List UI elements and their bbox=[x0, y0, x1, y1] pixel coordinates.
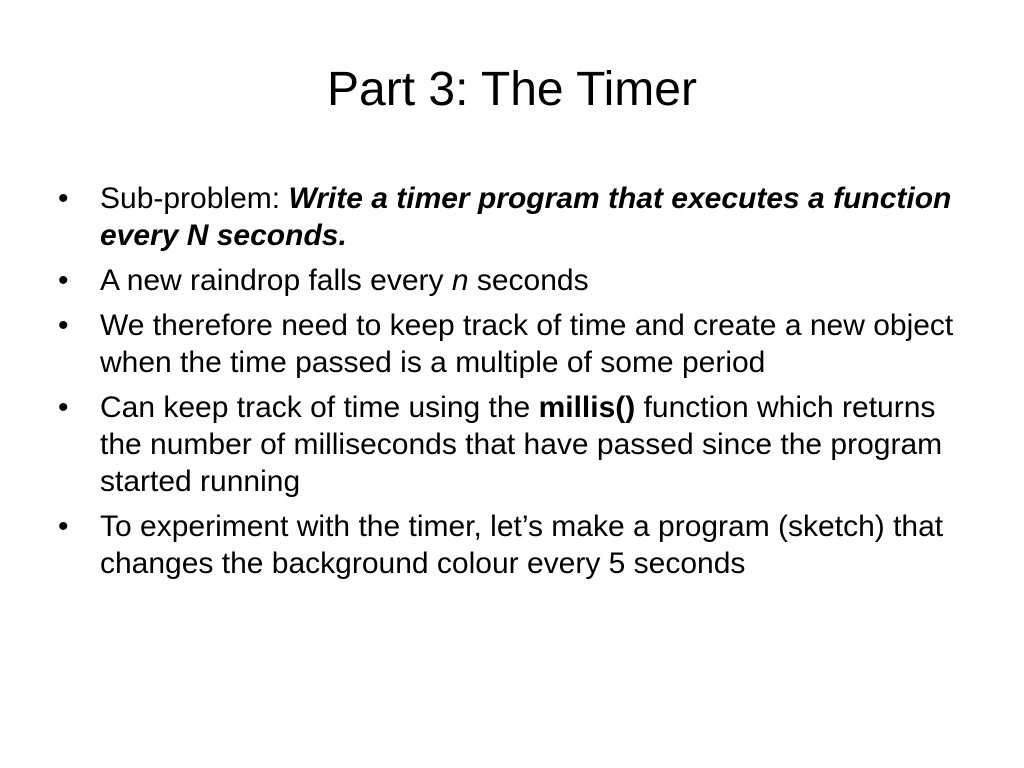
bullet-text: To experiment with the timer, let’s make a program (sketch) that changes the background colour every 5 seconds bbox=[100, 510, 944, 580]
bullet-emphasis: millis() bbox=[538, 391, 636, 424]
bullet-text-suffix: function which returns the number of milliseconds that have passed since the program started running bbox=[100, 391, 943, 498]
bullet-text-suffix: seconds bbox=[468, 264, 589, 297]
bullet-text: Sub-problem: bbox=[100, 182, 289, 215]
bullet-icon: • bbox=[58, 264, 69, 297]
bullet-emphasis: Write a timer program that executes a function every N seconds. bbox=[100, 182, 952, 252]
bullet-icon: • bbox=[58, 182, 69, 215]
bullet-item-millis bbox=[58, 389, 978, 500]
bullet-icon: • bbox=[58, 309, 69, 342]
bullet-text: Can keep track of time using the bbox=[100, 391, 539, 424]
bullet-icon: • bbox=[58, 510, 69, 543]
bullet-icon: • bbox=[58, 391, 69, 424]
bullet-emphasis: n bbox=[451, 264, 469, 297]
bullet-text: We therefore need to keep track of time and create a new object when the time passed is a multiple of some period bbox=[100, 309, 954, 379]
bullet-item-raindrop bbox=[58, 262, 978, 299]
bullet-item-experiment bbox=[58, 508, 978, 582]
slide-title: Part 3: The Timer bbox=[327, 63, 697, 116]
bullet-item-sub-problem bbox=[58, 180, 978, 254]
bullet-text: A new raindrop falls every bbox=[100, 264, 452, 297]
bullet-item-track-time bbox=[58, 307, 978, 381]
bullet-list bbox=[58, 180, 978, 590]
